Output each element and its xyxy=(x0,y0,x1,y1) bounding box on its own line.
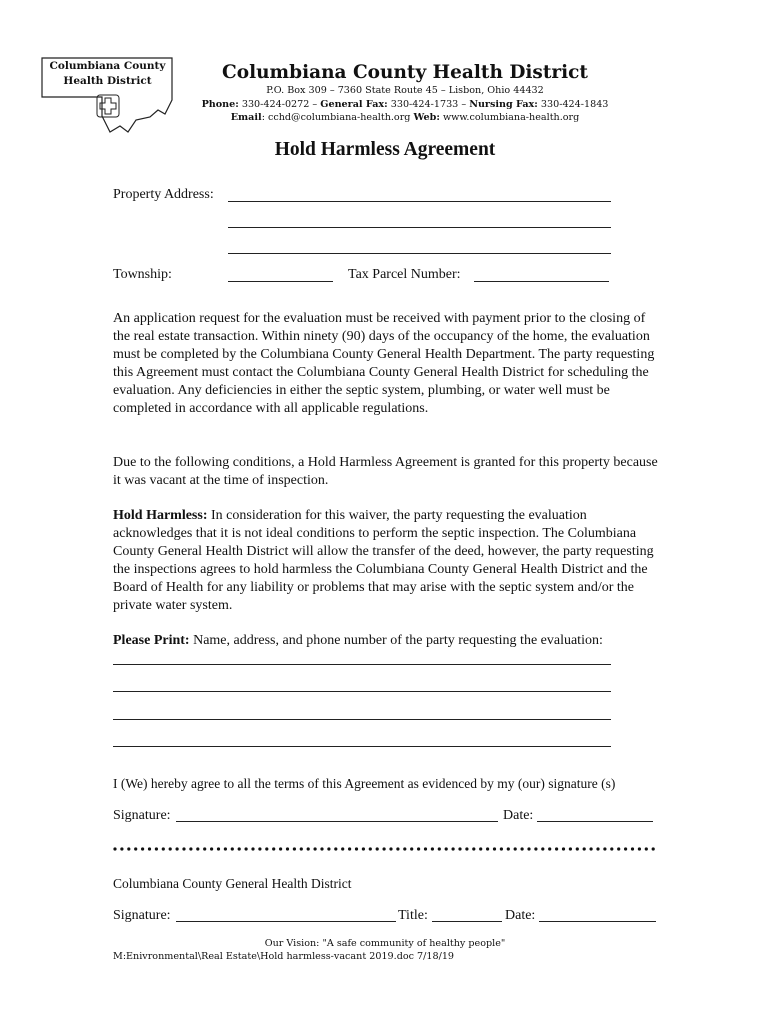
please-print-text: Name, address, and phone number of the party requesting the evaluation: xyxy=(189,633,603,648)
org-name: Columbiana County Health District xyxy=(222,62,588,83)
district-signature-line[interactable] xyxy=(176,921,396,922)
dotted-separator xyxy=(113,845,658,853)
print-line-4[interactable] xyxy=(113,746,611,747)
vision-statement: Our Vision: "A safe community of healthy people" xyxy=(264,938,506,949)
paragraph-application: An application request for the evaluation must be received with payment prior to the closing of the real estate transaction. Within ninety (90) days of the occupancy of the home, the evaluation must be completed by the Columbiana County General Health Department. The party requesting this Agreement must contact the Columbiana County General Health District for scheduling the evaluation. Any deficiencies in either the septic system, plumbing, or water well must be completed in accordance with all applicable regulations. xyxy=(113,311,655,416)
tax-parcel-label: Tax Parcel Number: xyxy=(348,267,461,282)
agreement-statement: I (We) hereby agree to all the terms of this Agreement as evidenced by my (our) signature (s) xyxy=(113,776,616,791)
property-address-label: Property Address: xyxy=(113,187,214,202)
email-value: : cchd@columbiana-health.org xyxy=(261,112,411,123)
county-logo xyxy=(40,40,175,135)
district-title-label: Title: xyxy=(398,908,428,923)
logo-line-1: Columbiana County xyxy=(49,60,166,72)
district-date-label: Date: xyxy=(505,908,536,923)
print-line-1[interactable] xyxy=(113,664,611,665)
date-line[interactable] xyxy=(537,821,653,822)
print-line-2[interactable] xyxy=(113,691,611,692)
nursing-fax-label: Nursing Fax: xyxy=(469,99,538,110)
contact-web xyxy=(180,112,630,123)
district-title-line[interactable] xyxy=(432,921,502,922)
phone-value: 330-424-0272 – xyxy=(241,99,318,110)
district-date-line[interactable] xyxy=(539,921,656,922)
paragraph-conditions: Due to the following conditions, a Hold Harmless Agreement is granted for this property because it was vacant at the time of inspection. xyxy=(113,455,658,488)
date-label: Date: xyxy=(503,808,534,823)
web-label: Web: xyxy=(413,112,440,123)
property-address-line-1[interactable] xyxy=(228,201,611,202)
signature-line[interactable] xyxy=(176,821,498,822)
fax-label: General Fax: xyxy=(320,99,388,110)
logo-line-2: Health District xyxy=(63,75,152,87)
district-signature-label: Signature: xyxy=(113,908,171,923)
file-path: M:Enivronmental\Real Estate\Hold harmless-vacant 2019.doc 7/18/19 xyxy=(113,951,455,962)
property-address-line-2[interactable] xyxy=(228,227,611,228)
contact-phones xyxy=(180,99,630,110)
property-address-line-3[interactable] xyxy=(228,253,611,254)
township-line[interactable] xyxy=(228,281,333,282)
email-label: Email xyxy=(230,112,262,123)
page-title: Hold Harmless Agreement xyxy=(274,139,496,160)
township-label: Township: xyxy=(113,267,172,282)
district-name: Columbiana County General Health District xyxy=(113,876,352,891)
tax-parcel-line[interactable] xyxy=(474,281,609,282)
phone-label: Phone: xyxy=(201,99,239,110)
print-line-3[interactable] xyxy=(113,719,611,720)
signature-label: Signature: xyxy=(113,808,171,823)
hold-harmless-text: In consideration for this waiver, the party requesting the evaluation acknowledges that it is not ideal conditions to perform the septic inspection. The Columbiana County General Health District will allow the transfer of the deed, however, the party requesting the inspections agrees to hold harmless the Columbiana County General Health District and the Board of Health for any liability or problems that may arise with the septic system and/or the private water system. xyxy=(113,508,654,613)
nursing-fax-value: 330-424-1843 xyxy=(540,99,609,110)
health-cross-icon xyxy=(97,95,119,117)
please-print-label: Please Print: xyxy=(113,633,190,648)
county-outline-icon xyxy=(40,40,175,135)
address-line: P.O. Box 309 – 7360 State Route 45 – Lisbon, Ohio 44432 xyxy=(266,85,544,96)
web-value: www.columbiana-health.org xyxy=(442,112,580,123)
hold-harmless-label: Hold Harmless: xyxy=(113,508,208,523)
print-instructions xyxy=(113,632,658,650)
paragraph-hold-harmless xyxy=(113,507,658,615)
fax-value: 330-424-1733 – xyxy=(390,99,467,110)
